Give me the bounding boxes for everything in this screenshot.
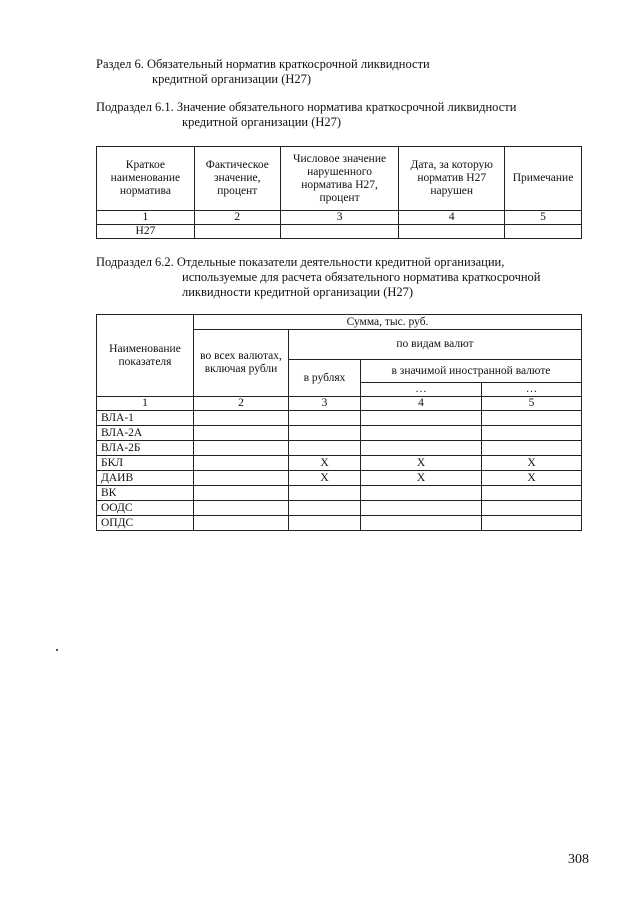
cell-rubles (289, 501, 361, 516)
table-row (97, 411, 582, 426)
cell-foreign (482, 501, 582, 516)
subsection62-title-line2: используемые для расчета обязательного норматива краткосрочной (182, 270, 541, 284)
table-header-row (97, 147, 582, 211)
cell-foreign (482, 486, 582, 501)
cell-all-currencies (194, 486, 289, 501)
table-row (97, 441, 582, 456)
indicator-name: ВЛА-2А (97, 426, 194, 441)
column-number-row (97, 397, 582, 411)
header-actual-value: Фактическое значение, процент (194, 147, 280, 211)
header-all-currencies: во всех валютах, включая рубли (194, 330, 289, 397)
indicators-table (96, 314, 582, 531)
indicator-name: ОПДС (97, 516, 194, 531)
subsection62-title-line3: ликвидности кредитной организации (Н27) (182, 285, 414, 299)
subsection62-title-line1: Подраздел 6.2. Отдельные показатели деятельности кредитной организации, (96, 255, 505, 269)
cell-foreign (482, 441, 582, 456)
cell-short-name: Н27 (97, 225, 195, 239)
indicator-name: ВЛА-1 (97, 411, 194, 426)
cell-violation-date (399, 225, 505, 239)
header-rubles: в рублях (289, 360, 361, 397)
table-row (97, 225, 582, 239)
cell-foreign (361, 486, 482, 501)
cell-foreign (482, 516, 582, 531)
header-foreign-currency: в значимой иностранной валюте (361, 360, 582, 383)
cell-foreign: X (482, 471, 582, 486)
col-number: 5 (505, 211, 582, 225)
cell-rubles: X (289, 471, 361, 486)
cell-rubles (289, 486, 361, 501)
indicator-name: ВЛА-2Б (97, 441, 194, 456)
cell-all-currencies (194, 501, 289, 516)
cell-rubles (289, 426, 361, 441)
table-header-row (97, 315, 582, 330)
cell-foreign (361, 441, 482, 456)
indicator-name: ВК (97, 486, 194, 501)
header-by-currency: по видам валют (289, 330, 582, 360)
cell-all-currencies (194, 441, 289, 456)
table-row (97, 456, 582, 471)
table-row (97, 426, 582, 441)
cell-foreign (361, 411, 482, 426)
indicator-name: ООДС (97, 501, 194, 516)
cell-foreign (482, 426, 582, 441)
table-row (97, 471, 582, 486)
subsection61-title-line2: кредитной организации (Н27) (182, 115, 342, 129)
col-number: 4 (399, 211, 505, 225)
page-number: 308 (568, 852, 589, 867)
header-ellipsis: … (482, 383, 582, 397)
header-note: Примечание (505, 147, 582, 211)
header-short-name: Краткое наименование норматива (97, 147, 195, 211)
scan-speck (56, 649, 58, 651)
col-number: 2 (194, 397, 289, 411)
cell-foreign: X (361, 471, 482, 486)
section-title-line1: Раздел 6. Обязательный норматив краткосрочной ликвидности (96, 57, 430, 71)
section-title-line2: кредитной организации (Н27) (152, 72, 312, 86)
cell-violated-value (280, 225, 399, 239)
cell-rubles: X (289, 456, 361, 471)
subsection61-title-line1: Подраздел 6.1. Значение обязательного норматива краткосрочной ликвидности (96, 100, 517, 114)
header-ellipsis: … (361, 383, 482, 397)
cell-all-currencies (194, 411, 289, 426)
col-number: 5 (482, 397, 582, 411)
cell-note (505, 225, 582, 239)
header-sum: Сумма, тыс. руб. (194, 315, 582, 330)
col-number: 2 (194, 211, 280, 225)
indicator-name: БКЛ (97, 456, 194, 471)
cell-rubles (289, 411, 361, 426)
header-violation-date: Дата, за которую норматив Н27 нарушен (399, 147, 505, 211)
cell-foreign: X (361, 456, 482, 471)
cell-all-currencies (194, 456, 289, 471)
col-number: 3 (280, 211, 399, 225)
col-number: 3 (289, 397, 361, 411)
cell-foreign (482, 411, 582, 426)
header-violated-value: Числовое значение нарушенного норматива Н27, процент (280, 147, 399, 211)
cell-foreign: X (482, 456, 582, 471)
cell-all-currencies (194, 516, 289, 531)
cell-rubles (289, 516, 361, 531)
indicator-name: ДАИВ (97, 471, 194, 486)
table-row (97, 501, 582, 516)
cell-all-currencies (194, 426, 289, 441)
table-row (97, 486, 582, 501)
cell-foreign (361, 516, 482, 531)
cell-actual-value (194, 225, 280, 239)
cell-foreign (361, 501, 482, 516)
col-number: 1 (97, 211, 195, 225)
normative-value-table (96, 146, 582, 239)
header-indicator-name: Наименование показателя (97, 315, 194, 397)
column-number-row (97, 211, 582, 225)
table-row (97, 516, 582, 531)
col-number: 1 (97, 397, 194, 411)
col-number: 4 (361, 397, 482, 411)
cell-rubles (289, 441, 361, 456)
cell-foreign (361, 426, 482, 441)
cell-all-currencies (194, 471, 289, 486)
